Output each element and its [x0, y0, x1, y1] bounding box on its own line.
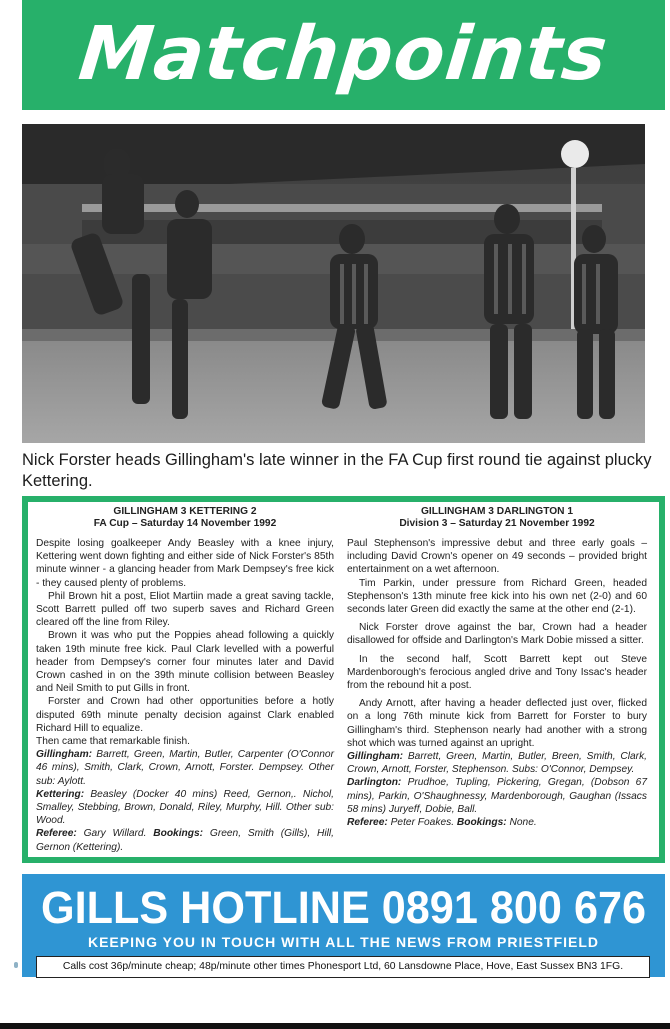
team-players: Beasley (Docker 40 mins) Reed, Gernon,. Nichol, Smalley, Stebbing, Brown, Donald, Riley, Murphy, Hill. Other sub: Wood.: [36, 788, 334, 827]
report-paragraph: In the second half, Scott Barrett kept out Steve Mardenborough's ferocious angled drive and Tony Issac's header from the rebound hit a post.: [347, 653, 647, 692]
page-title: Matchpoints: [75, 11, 612, 97]
team-players: Barrett, Green, Martin, Butler, Carpenter (O'Connor 46 mins), Smith, Clark, Crown, Arnott, Forster. Dempsey. Other sub: Aylott.: [36, 749, 334, 787]
match-reports-panel: [22, 496, 665, 863]
bookings-label: Bookings:: [456, 817, 507, 829]
match-reports-body: [28, 502, 659, 857]
match-subheading: Division 3 – Saturday 21 November 1992: [399, 518, 595, 529]
team-lineup: [347, 776, 647, 816]
referee-name: Peter Foakes.: [387, 817, 455, 829]
referee-label: Referee:: [347, 817, 388, 829]
match-report-kettering: [36, 506, 334, 854]
team-lineup: [347, 750, 647, 776]
team-label: Gillingham:: [36, 749, 93, 761]
bookings-list: Green, Smith (Gills), Hill, Gernon (Kettering).: [36, 828, 334, 853]
match-heading: GILLINGHAM 3 KETTERING 2: [113, 506, 257, 517]
hotline-call-costs: Calls cost 36p/minute cheap; 48p/minute other times Phonesport Ltd, 60 Lansdowne Place, Hove, East Sussex BN3 1FG.: [36, 956, 650, 978]
team-label: Kettering:: [36, 788, 85, 800]
title-banner: [22, 0, 665, 110]
hotline-tagline: KEEPING YOU IN TOUCH WITH ALL THE NEWS FROM PRIESTFIELD: [87, 934, 600, 950]
referee-name: Gary Willard.: [76, 828, 147, 840]
print-speck: [14, 962, 18, 968]
report-paragraph: Brown it was who put the Poppies ahead following a quickly taken 19th minute free kick. Paul Clark levelled with a powerful header from Dempsey's corner four minutes later and David Crown cashed in on the 39th minute collision between Beasley and Neil Smith to put Gills in front.: [36, 630, 334, 695]
team-players: Prudhoe, Tupling, Pickering, Gregan, (Dobson 67 mins), Parkin, O'Shaughnessy, Mardenborough, Gaughan (Issacs 58 mins) Juryeff, Dobie, Ball.: [347, 777, 647, 815]
officials: [36, 827, 334, 853]
team-label: Darlington:: [347, 777, 402, 789]
team-lineup: [36, 748, 334, 788]
referee-label: Referee:: [36, 828, 77, 840]
match-photo: [22, 124, 645, 443]
report-paragraph: Andy Arnott, after having a header deflected just over, flicked on a long 76th minute kick from Barrett for Forster to bury Gillingham's third. Stephenson nearly had another with a strong shot which was turned against an upright.: [347, 698, 647, 749]
hotline-advert: [22, 874, 665, 977]
report-paragraph: Tim Parkin, under pressure from Richard Green, headed Stephenson's 13th minute free kick into his own net (2-0) and 60 seconds later Green did exactly the same at the other end (2-1).: [347, 577, 647, 616]
match-report-darlington: [347, 506, 647, 829]
bookings-list: None.: [506, 817, 537, 829]
bookings-label: Bookings:: [153, 828, 204, 840]
team-players: Barrett, Green, Martin, Butler, Breen, Smith, Clark, Crown, Arnott, Forster, Stephenson. Subs: O'Connor, Dempsey.: [347, 751, 647, 776]
team-lineup: [36, 788, 334, 828]
match-photo-image: [22, 124, 645, 443]
bottom-rule: [0, 1023, 670, 1029]
report-paragraph: Then came that remarkable finish.: [36, 736, 191, 748]
photo-caption: Nick Forster heads Gillingham's late winner in the FA Cup first round tie against plucky Kettering.: [22, 451, 652, 490]
team-label: Gillingham:: [347, 751, 404, 763]
match-subheading: FA Cup – Saturday 14 November 1992: [93, 518, 277, 529]
hotline-title: GILLS HOTLINE 0891 800 676: [40, 882, 647, 933]
match-heading: GILLINGHAM 3 DARLINGTON 1: [420, 506, 574, 517]
report-paragraph: Nick Forster drove against the bar, Crown had a header disallowed for offside and Darlington's Mark Dobie missed a sitter.: [347, 622, 647, 647]
report-paragraph: Forster and Crown had other opportunities before a hotly disputed 69th minute penalty decision against Clark enabled Richard Hill to equalize.: [36, 696, 334, 734]
officials: [347, 816, 647, 829]
report-paragraph: Despite losing goalkeeper Andy Beasley with a knee injury, Kettering went down fighting and either side of Nick Forster's 85th minute winner - a glancing header from Mark Dempsey's free kick - they caused plenty of problems.: [36, 538, 334, 589]
report-paragraph: Phil Brown hit a post, Eliot Martiin made a great saving tackle, Scott Barrett pulled off two superb saves and Richard Green cleared off the line from Riley.: [36, 590, 334, 629]
report-paragraph: Paul Stephenson's impressive debut and three early goals – including David Crown's opener on 49 seconds – provided bright entertainment on a wet afternoon.: [347, 538, 647, 576]
